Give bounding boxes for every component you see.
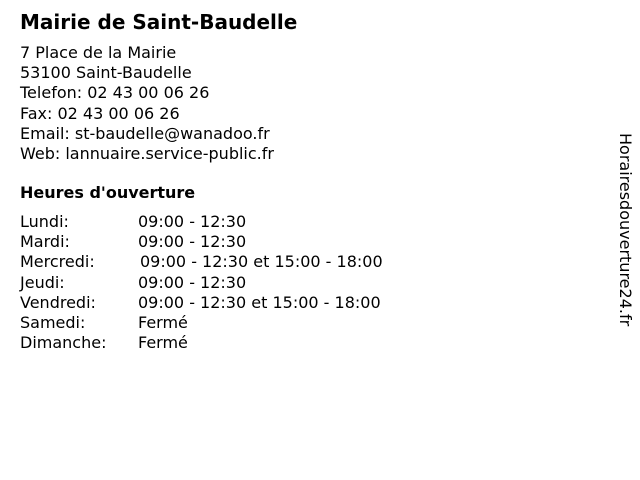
time-range: 09:00 - 12:30 bbox=[138, 232, 247, 252]
office-name: Mairie de Saint-Baudelle bbox=[20, 10, 298, 34]
day-label: Mercredi: bbox=[20, 252, 95, 272]
time-range: Fermé bbox=[138, 312, 188, 332]
email-address: Email: st-baudelle@wanadoo.fr bbox=[20, 123, 270, 143]
day-label: Lundi: bbox=[20, 212, 69, 231]
opening-hours-heading: Heures d'ouverture bbox=[20, 183, 196, 202]
address-line-2: 53100 Saint-Baudelle bbox=[20, 63, 192, 83]
time-range: 09:00 - 12:30 bbox=[138, 272, 247, 292]
day-label: Samedi: bbox=[20, 312, 86, 332]
site-watermark bbox=[612, 133, 636, 347]
contact-info bbox=[20, 43, 274, 164]
day-label: Vendredi: bbox=[20, 292, 96, 312]
time-range: 09:00 - 12:30 et 15:00 - 18:00 bbox=[140, 252, 383, 272]
address-line-1: 7 Place de la Mairie bbox=[20, 43, 177, 62]
time-range: 09:00 - 12:30 et 15:00 - 18:00 bbox=[138, 292, 381, 312]
time-range: Fermé bbox=[138, 333, 188, 353]
day-label: Jeudi: bbox=[20, 272, 65, 292]
watermark-text: Horairesdouverture24.fr bbox=[616, 133, 635, 327]
day-label: Dimanche: bbox=[20, 333, 107, 353]
time-range: 09:00 - 12:30 bbox=[138, 212, 247, 231]
fax-number: Fax: 02 43 00 06 26 bbox=[20, 103, 180, 123]
website: Web: lannuaire.service-public.fr bbox=[20, 143, 274, 163]
phone-number: Telefon: 02 43 00 06 26 bbox=[20, 83, 210, 103]
day-label: Mardi: bbox=[20, 232, 70, 252]
